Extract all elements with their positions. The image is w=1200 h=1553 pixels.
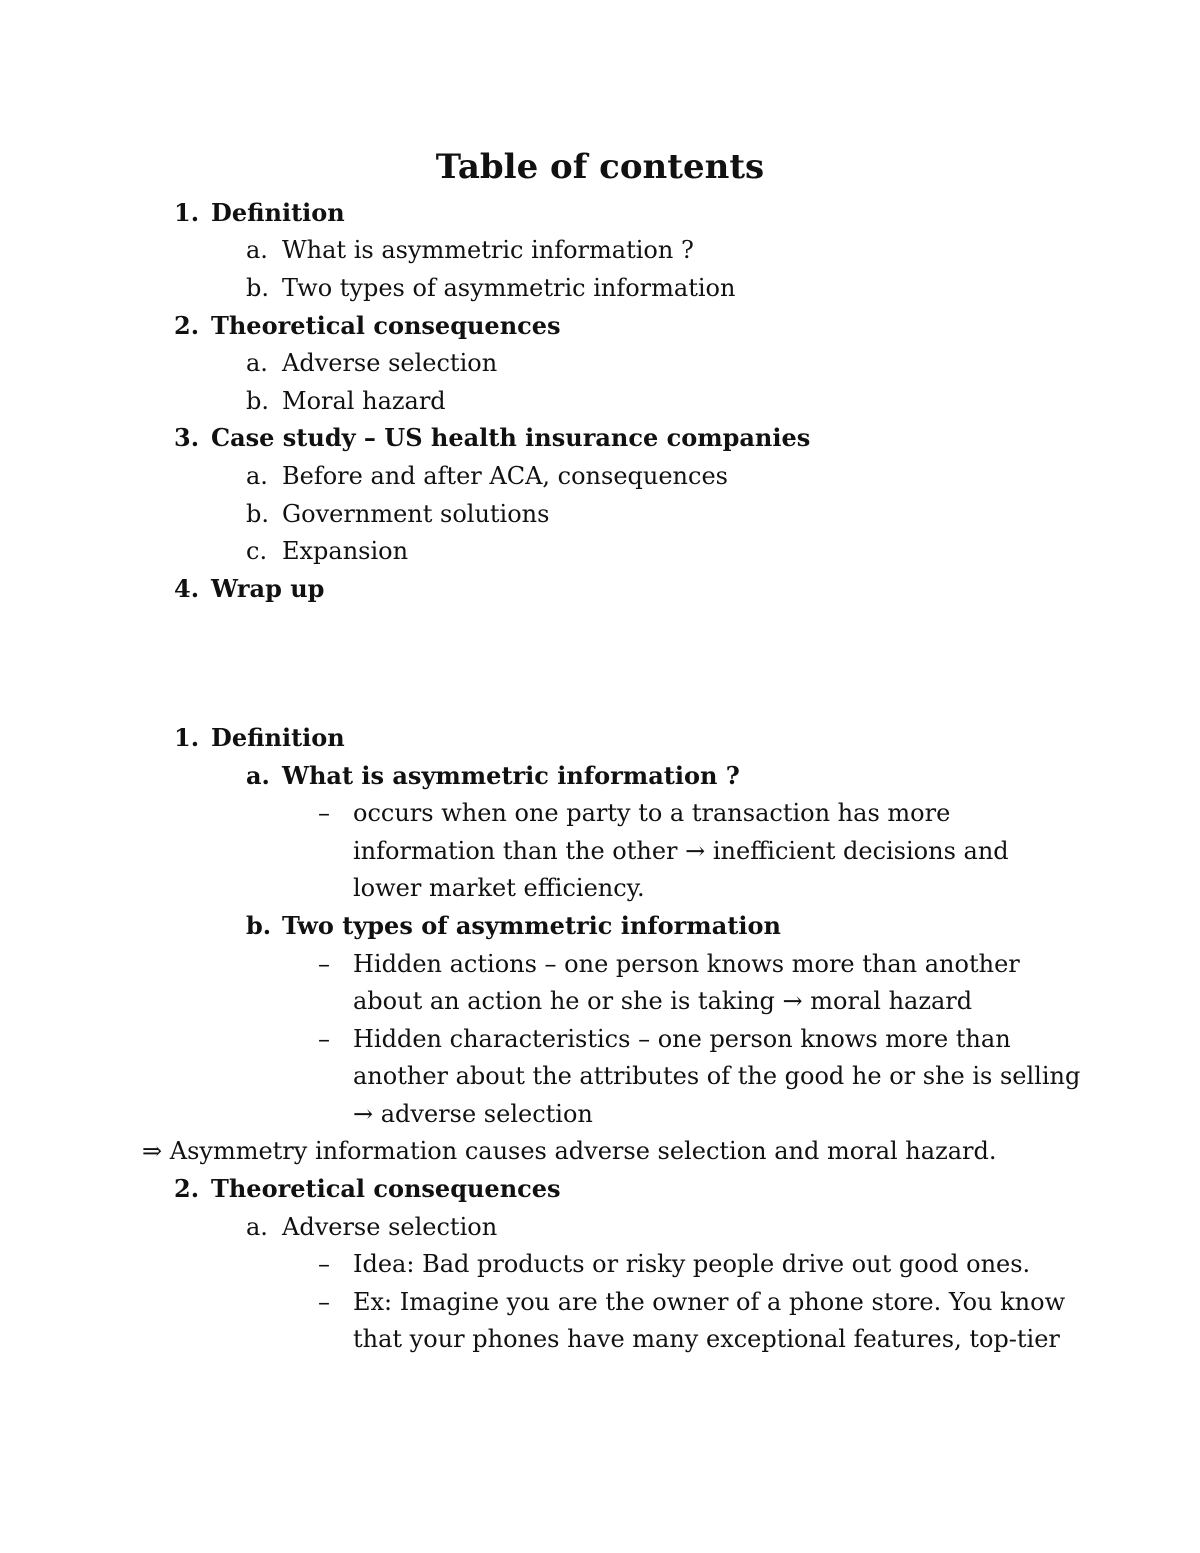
section-2-label: Theoretical consequences xyxy=(211,1174,561,1203)
bullet-text: Hidden characteristics – one person knows more than xyxy=(353,1025,1011,1053)
bullet-dash: – xyxy=(318,1250,330,1278)
toc-item-3b-letter: b. xyxy=(246,500,269,528)
toc-section-3-label: Case study – US health insurance companies xyxy=(211,423,811,452)
bullet-text: another about the attributes of the good he or she is selling xyxy=(353,1062,1081,1090)
toc-section-2-label: Theoretical consequences xyxy=(211,311,561,340)
bullet-text: that your phones have many exceptional features, top-tier xyxy=(353,1325,1060,1353)
toc-item-1b-letter: b. xyxy=(246,274,269,302)
toc-title: Table of contents xyxy=(435,147,765,187)
bullet-text: Ex: Imagine you are the owner of a phone store. You know xyxy=(353,1288,1066,1316)
section-1-number: 1. xyxy=(174,723,200,752)
bullet-dash: – xyxy=(318,799,330,827)
toc-item-3c-letter: c. xyxy=(246,537,268,565)
bullet-text: information than the other → inefficient decisions and xyxy=(353,837,1009,865)
subsection-1b-letter: b. xyxy=(246,911,272,940)
toc-item-3c-label: Expansion xyxy=(282,537,409,565)
toc-section-3-number: 3. xyxy=(174,423,200,452)
bullet-text: lower market efficiency. xyxy=(353,874,645,902)
subsection-1a-letter: a. xyxy=(246,761,270,790)
toc-item-3a-letter: a. xyxy=(246,462,268,490)
toc-item-1a-letter: a. xyxy=(246,236,268,264)
toc-item-2b-label: Moral hazard xyxy=(282,387,446,415)
toc-section-1-label: Definition xyxy=(211,198,345,227)
toc-item-2a-label: Adverse selection xyxy=(282,349,498,377)
bullet-text: → adverse selection xyxy=(353,1100,593,1128)
toc-item-3b-label: Government solutions xyxy=(282,500,550,528)
toc-item-1b-label: Two types of asymmetric information xyxy=(282,274,736,302)
toc-section-1-number: 1. xyxy=(174,198,200,227)
section-2-number: 2. xyxy=(174,1174,200,1203)
section-1-label: Definition xyxy=(211,723,345,752)
toc-item-2a-letter: a. xyxy=(246,349,268,377)
toc-item-2b-letter: b. xyxy=(246,387,269,415)
subsection-2a-label: Adverse selection xyxy=(282,1213,498,1241)
conclusion-text: ⇒ Asymmetry information causes adverse selection and moral hazard. xyxy=(142,1137,997,1165)
bullet-text: Idea: Bad products or risky people drive out good ones. xyxy=(353,1250,1031,1278)
bullet-text: Hidden actions – one person knows more than another xyxy=(353,950,1020,978)
bullet-dash: – xyxy=(318,1025,330,1053)
bullet-dash: – xyxy=(318,1288,330,1316)
subsection-1a-label: What is asymmetric information ? xyxy=(282,761,740,790)
toc-section-4-number: 4. xyxy=(174,574,200,603)
subsection-1b-label: Two types of asymmetric information xyxy=(282,911,781,940)
bullet-text: occurs when one party to a transaction has more xyxy=(353,799,951,827)
toc-item-1a-label: What is asymmetric information ? xyxy=(282,236,694,264)
toc-section-2-number: 2. xyxy=(174,311,200,340)
bullet-dash: – xyxy=(318,950,330,978)
bullet-text: about an action he or she is taking → moral hazard xyxy=(353,987,973,1015)
toc-item-3a-label: Before and after ACA, consequences xyxy=(282,462,728,490)
toc-section-4-label: Wrap up xyxy=(211,574,325,603)
subsection-2a-letter: a. xyxy=(246,1213,268,1241)
